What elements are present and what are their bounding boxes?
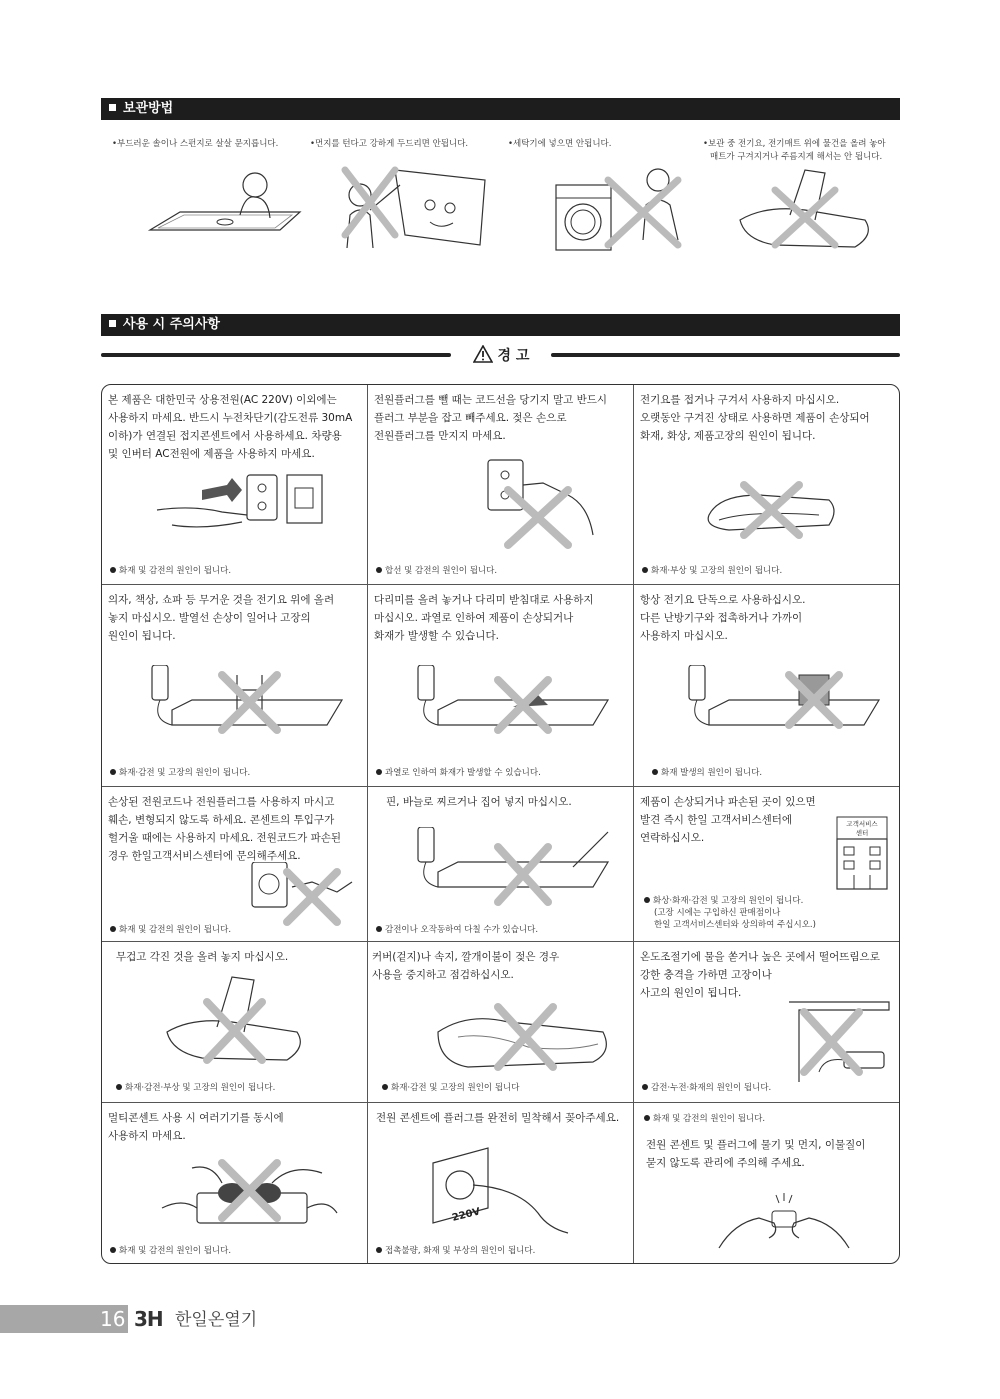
- caution-cell-8: [368, 787, 633, 941]
- socket-voltage-label: 220V: [451, 1206, 482, 1224]
- cell-text: [108, 793, 361, 865]
- wet-cover-illustration: [428, 992, 618, 1077]
- cell-note: [110, 565, 231, 577]
- cell-note-text: (고장 시에는 구입하신 판매점이나: [654, 908, 781, 918]
- storage-item-4-line1: •보관 중 전기요, 전기매트 위에 물건을 올려 놓아: [703, 139, 886, 149]
- cell-line: 이하)가 연결된 접지콘센트에서 사용하세요. 차량용: [108, 430, 342, 442]
- service-center-building-icon: [832, 815, 892, 895]
- caution-cell-13: [102, 1103, 367, 1264]
- cell-line: 항상 전기요 단독으로 사용하십시오.: [640, 594, 806, 606]
- dropped-controller-illustration: [779, 972, 899, 1082]
- cell-note: [376, 767, 541, 779]
- cell-note-text: 한일 고객서비스센터와 상의하여 주십시오.): [654, 920, 816, 930]
- caution-cell-3: [634, 385, 900, 584]
- angled-object-illustration: [162, 972, 312, 1067]
- storage-item-1: •부드러운 솔이나 스펀지로 살살 문지릅니다.: [112, 139, 279, 149]
- caution-cell-5: [368, 585, 633, 786]
- cell-line: 제품이 손상되거나 파손된 곳이 있으면: [640, 796, 816, 808]
- caution-cell-4: [102, 585, 367, 786]
- brushing-illustration: [140, 160, 310, 250]
- cell-line: 화재, 화상, 제품고장의 원인이 됩니다.: [640, 430, 816, 442]
- page-number: 16: [100, 1307, 126, 1331]
- heater-near-mat-illustration: [679, 665, 889, 750]
- washing-machine-illustration: [548, 160, 698, 255]
- warning-label: 경 고: [497, 348, 530, 364]
- cell-note: [652, 767, 762, 779]
- caution-cell-1: [102, 385, 367, 584]
- cell-line: 손상된 전원코드나 전원플러그를 사용하지 마시고: [108, 796, 335, 808]
- cell-note-text: 화재 및 감전의 원인이 됩니다.: [119, 566, 232, 576]
- caution-cell-6: [634, 585, 900, 786]
- cell-line: 화재가 발생할 수 있습니다.: [374, 630, 499, 642]
- storage-title: 보관방법: [123, 101, 174, 116]
- cell-line: 원인이 됩니다.: [108, 630, 176, 642]
- warning-banner: [101, 345, 900, 365]
- cell-line: 전원 콘센트에 플러그를 완전히 밀착해서 꽂아주세요.: [376, 1112, 620, 1124]
- cell-note-text: 화재 및 감전의 원인이 됩니다.: [119, 1246, 232, 1256]
- cell-note: [116, 1082, 275, 1094]
- caution-cell-14: [368, 1103, 633, 1264]
- storage-item-3: •세탁기에 넣으면 안됩니다.: [508, 139, 612, 149]
- beating-illustration: [335, 160, 505, 255]
- cell-note-text: 화재·부상 및 고장의 원인이 됩니다.: [651, 566, 783, 576]
- caution-cell-15: [634, 1103, 900, 1264]
- brand-name: 한일온열기: [175, 1310, 258, 1330]
- cell-line: 경우 한일고객서비스센터에 문의해주세요.: [108, 850, 301, 862]
- cell-line: 전원플러그를 뺄 때는 코드선을 당기지 말고 반드시: [374, 394, 608, 406]
- warning-line-right: [551, 353, 900, 357]
- cell-line: 전원 콘센트 및 플러그에 물기 및 먼지, 이물질이: [646, 1139, 866, 1151]
- plug-inverter-illustration: [152, 470, 332, 550]
- iron-on-mat-illustration: [408, 665, 618, 750]
- cell-line: 훼손, 변형되지 않도록 하세요. 콘센트의 투입구가: [108, 814, 335, 826]
- caution-cell-11: [368, 942, 633, 1102]
- caution-title: 사용 시 주의사항: [123, 317, 220, 332]
- cell-line: 전원플러그를 만지지 마세요.: [374, 430, 506, 442]
- unplug-illustration: [478, 455, 608, 555]
- cell-text: [646, 1136, 895, 1172]
- cell-line: 다른 난방기구와 접촉하거나 가까이: [640, 612, 803, 624]
- cell-note: [644, 1113, 765, 1125]
- cell-note: [382, 1082, 519, 1094]
- cell-note-text: 접촉불량, 화재 및 부상의 원인이 됩니다.: [385, 1246, 536, 1256]
- service-sign-line2: 센터: [855, 829, 869, 837]
- cell-note: [642, 1082, 771, 1094]
- caution-cell-2: [368, 385, 633, 584]
- cell-note: [110, 1245, 231, 1257]
- cell-line: 전기요를 접거나 구겨서 사용하지 마십시오.: [640, 394, 840, 406]
- cell-note-text: 감전·누전·화재의 원인이 됩니다.: [651, 1083, 772, 1093]
- caution-cell-12: [634, 942, 900, 1102]
- storage-item-2: •먼지를 턴다고 강하게 두드리면 안됩니다.: [310, 139, 469, 149]
- cell-text: [640, 591, 895, 645]
- cell-text: [386, 793, 627, 811]
- cell-line: 마십시오. 과열로 인하여 제품이 손상되거나: [374, 612, 574, 624]
- plug-into-socket-illustration: [428, 1143, 578, 1243]
- cell-note-text: 화재 및 감전의 원인이 됩니다.: [119, 925, 232, 935]
- storage-section-header: [101, 98, 900, 120]
- cell-line: 커버(겉지)나 속지, 깔개이불이 젖은 경우: [372, 951, 560, 963]
- cell-line: 놓지 마십시오. 발열선 손상이 일어나 고장의: [108, 612, 311, 624]
- cell-note: [110, 767, 250, 779]
- hands-plug-illustration: [714, 1193, 854, 1258]
- cell-note-text: 과열로 인하여 화재가 발생할 수 있습니다.: [385, 768, 541, 778]
- cell-note-text: 화재 발생의 원인이 됩니다.: [661, 768, 763, 778]
- cell-line: 사고의 원인이 됩니다.: [640, 987, 742, 999]
- cell-note-text: 화재·감전 및 고장의 원인이 됩니다: [391, 1083, 520, 1093]
- cell-line: 멀티콘센트 사용 시 여러기기를 동시에: [108, 1112, 284, 1124]
- cell-line: 사용을 중지하고 점검하십시오.: [372, 969, 514, 981]
- cell-line: 묻지 않도록 관리에 주의해 주세요.: [646, 1157, 805, 1169]
- caution-section-header: [101, 314, 900, 336]
- warning-triangle-icon: [473, 345, 493, 363]
- cell-line: 강한 충격을 가하면 고장이나: [640, 969, 772, 981]
- multitap-illustration: [152, 1158, 342, 1243]
- cell-line: 사용하지 마십시오.: [640, 630, 728, 642]
- cell-text: [116, 948, 361, 966]
- caution-grid: [101, 384, 900, 1264]
- brand-logo: 3H: [134, 1307, 163, 1331]
- cell-note-text: 화재·감전 및 고장의 원인이 됩니다.: [119, 768, 251, 778]
- cell-note-text: 화상·화재·감전 및 고장의 원인이 됩니다.: [653, 896, 804, 906]
- cell-line: 플러그 부분을 잡고 빼주세요. 젖은 손으로: [374, 412, 567, 424]
- cell-line: 헐거울 때에는 사용하지 마세요. 전원코드가 파손된: [108, 832, 342, 844]
- cell-line: 발견 즉시 한일 고객서비스센터에: [640, 814, 793, 826]
- storage-item-4: [703, 138, 886, 164]
- warning-title: [453, 345, 549, 365]
- cell-text: [374, 591, 627, 645]
- folded-mat-illustration: [689, 465, 849, 545]
- cell-note-text: 화재 및 감전의 원인이 됩니다.: [653, 1114, 766, 1124]
- cell-line: 및 인버터 AC전원에 제품을 사용하지 마세요.: [108, 448, 315, 460]
- cell-line: 사용하지 마세요.: [108, 1130, 186, 1142]
- warning-line-left: [101, 353, 451, 357]
- heavy-object-mat-illustration: [735, 165, 880, 255]
- cell-note: [110, 924, 231, 936]
- cell-line: 오랫동안 구겨진 상태로 사용하면 제품이 손상되어: [640, 412, 870, 424]
- storage-item-4-line2: 매트가 구겨지거나 주름지게 해서는 안 됩니다.: [710, 152, 883, 162]
- cell-note: [376, 565, 497, 577]
- cell-line: 의자, 책상, 쇼파 등 무거운 것을 전기요 위에 올려: [108, 594, 335, 606]
- cell-note-text: 감전이나 오작동하여 다칠 수가 있습니다.: [385, 925, 539, 935]
- cell-text: [374, 391, 627, 445]
- cell-text: [108, 591, 361, 645]
- cell-text: [640, 391, 895, 445]
- cell-note-text: 화재·감전·부상 및 고장의 원인이 됩니다.: [125, 1083, 276, 1093]
- cell-note: [376, 1245, 535, 1257]
- cell-line: 다리미를 올려 놓거나 다리미 받침대로 사용하지: [374, 594, 594, 606]
- chair-on-mat-illustration: [142, 665, 352, 750]
- cell-text: [108, 1109, 361, 1145]
- cell-line: 사용하지 마세요. 반드시 누전차단기(감도전류 30mA: [108, 412, 353, 424]
- cell-line: 연락하십시오.: [640, 832, 705, 844]
- caution-cell-10: [102, 942, 367, 1102]
- cell-text: [376, 1109, 627, 1127]
- cell-text: [372, 948, 627, 984]
- cell-line: 핀, 바늘로 찌르거나 집어 넣지 마십시오.: [386, 796, 572, 808]
- cell-note-text: 합선 및 감전의 원인이 됩니다.: [385, 566, 498, 576]
- caution-cell-9: [634, 787, 900, 941]
- cell-line: 무겁고 각진 것을 올려 놓지 마십시오.: [116, 951, 289, 963]
- cell-line: 본 제품은 대한민국 상용전원(AC 220V) 이외에는: [108, 394, 337, 406]
- needle-mat-illustration: [408, 827, 618, 912]
- cell-note: [376, 924, 538, 936]
- service-sign-line1: 고객서비스: [846, 820, 878, 828]
- caution-cell-7: [102, 787, 367, 941]
- cell-text: [108, 391, 361, 463]
- cell-line: 온도조절기에 물을 쏟거나 높은 곳에서 떨어뜨림으로: [640, 951, 880, 963]
- damaged-cord-illustration: [242, 862, 357, 932]
- cell-note: [642, 565, 782, 577]
- cell-note: [644, 895, 816, 931]
